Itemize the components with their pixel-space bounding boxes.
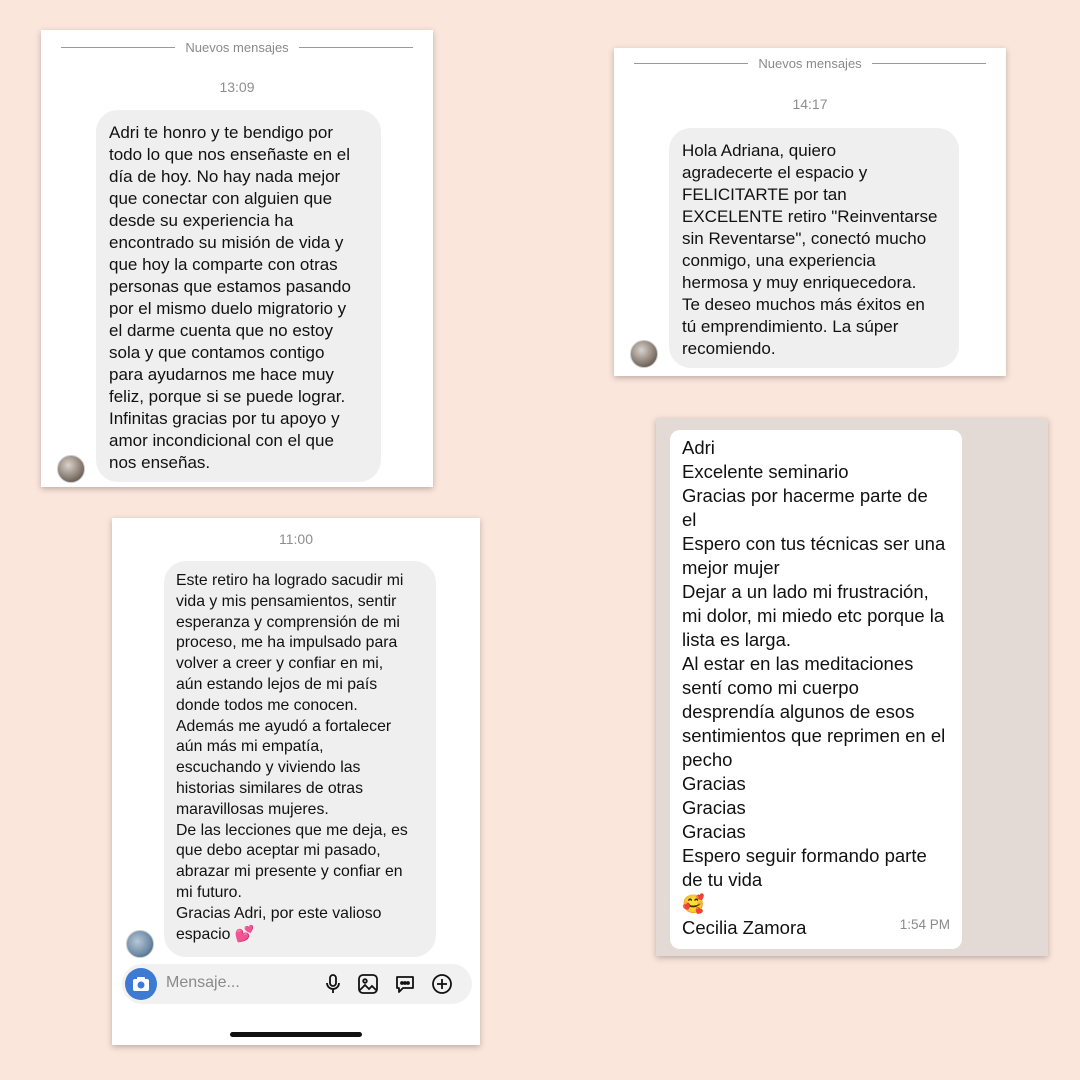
- avatar: [57, 455, 85, 483]
- message-input[interactable]: Mensaje...: [166, 974, 240, 991]
- message-line: Adri: [682, 437, 715, 458]
- chat-screenshot-3: [112, 518, 480, 1045]
- message-line: Espero con tus técnicas ser una: [682, 533, 946, 554]
- chat-screenshot-2: [614, 48, 1006, 376]
- message-bubble: Hola Adriana, quiero agradecerte el espacio y FELICITARTE por tan EXCELENTE retiro "Reinventarse sin Reventarse", conectó mucho conmigo, una experiencia hermosa y muy enriquecedora. Te deseo muchos más éxitos en tú emprendimiento. La súper recomiendo.: [669, 128, 959, 368]
- divider-label: Nuevos mensajes: [758, 56, 862, 71]
- divider-label: Nuevos mensajes: [185, 40, 289, 55]
- message-line: Dejar a un lado mi frustración,: [682, 581, 929, 602]
- message-line: lista es larga.: [682, 629, 791, 650]
- new-messages-divider: [61, 40, 413, 55]
- message-line: Gracias: [682, 797, 746, 818]
- new-messages-divider: [634, 56, 986, 71]
- message-line: Gracias: [682, 773, 746, 794]
- chat-screenshot-1: [41, 30, 433, 487]
- message-time: 11:00: [279, 531, 313, 547]
- sticker-icon[interactable]: [394, 973, 416, 995]
- message-input-bar[interactable]: [122, 964, 472, 1004]
- message-time: 1:54 PM: [899, 917, 950, 932]
- message-time: 14:17: [792, 96, 828, 112]
- plus-icon[interactable]: [431, 973, 453, 995]
- message-line: sentí como mi cuerpo: [682, 677, 859, 698]
- message-bubble: Este retiro ha logrado sacudir mi vida y mis pensamientos, sentir esperanza y comprensión de mi proceso, me ha impulsado para volver a creer y confiar en mi, aún estando lejos de mi país donde todos me conocen. Además me ayudó a fortalecer aún más mi empatía, escuchando y viviendo las historias similares de otras maravillosas mujeres. De las lecciones que me deja, es que debo aceptar mi pasado, abrazar mi presente y confiar en mi futuro. Gracias Adri, por este valioso espacio 💕: [164, 561, 436, 957]
- microphone-icon[interactable]: [322, 973, 344, 995]
- message-bubble: Adri te honro y te bendigo por todo lo que nos enseñaste en el día de hoy. No hay nada mejor que conectar con alguien que desde su experiencia ha encontrado su misión de vida y que hoy la comparte con otras personas que estamos pasando por el mismo duelo migratorio y el darme cuenta que no estoy sola y que contamos contigo para ayudarnos me hace muy feliz, porque si se puede lograr. Infinitas gracias por tu apoyo y amor incondicional con el que nos enseñas.: [96, 110, 381, 482]
- message-line: el: [682, 509, 697, 530]
- message-line: Al estar en las meditaciones: [682, 653, 914, 674]
- avatar: [630, 340, 658, 368]
- message-line: Excelente seminario: [682, 461, 849, 482]
- message-line: pecho: [682, 749, 733, 770]
- message-time: 13:09: [219, 79, 255, 95]
- message-line: de tu vida: [682, 869, 763, 890]
- message-line: desprendía algunos de esos: [682, 701, 915, 722]
- message-line: Gracias por hacerme parte de: [682, 485, 928, 506]
- message-line: mi dolor, mi miedo etc porque la: [682, 605, 945, 626]
- camera-icon[interactable]: [125, 968, 157, 1000]
- avatar: [126, 930, 154, 958]
- message-bubble: [670, 430, 962, 949]
- emoji: 🥰: [682, 894, 705, 914]
- chat-screenshot-4: [656, 418, 1048, 956]
- message-line: Espero seguir formando parte: [682, 845, 927, 866]
- message-line: Gracias: [682, 821, 746, 842]
- message-line: sentimientos que reprimen en el: [682, 725, 946, 746]
- home-indicator[interactable]: [230, 1032, 362, 1037]
- message-line: mejor mujer: [682, 557, 780, 578]
- message-signature: Cecilia Zamora: [682, 917, 807, 938]
- image-icon[interactable]: [357, 973, 379, 995]
